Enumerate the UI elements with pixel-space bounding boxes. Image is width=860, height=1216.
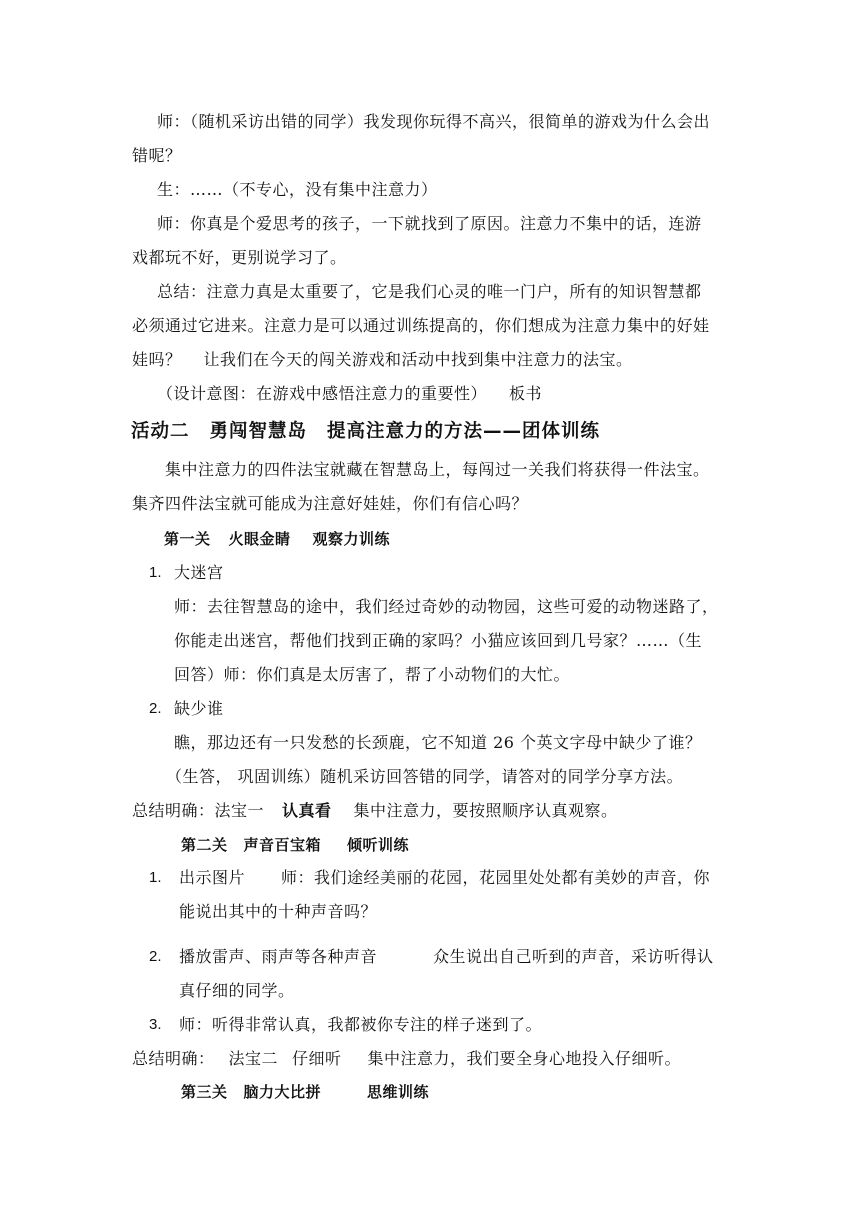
level-training: 观察力训练 (312, 530, 391, 548)
level-number: 第一关 (164, 530, 211, 548)
text-line: 真仔细的同学。 (179, 981, 295, 1000)
summary-label: 总结明确：法宝一 (132, 801, 265, 820)
text-segment: 让我们在今天的闯关游戏和活动中找到集中注意力的法宝。 (203, 350, 633, 369)
text-line: 总结：注意力真是太重要了，它是我们心灵的唯一门户，所有的知识智慧都 (157, 282, 702, 301)
text-segment: 播放雷声、雨声等各种声音 (179, 947, 378, 966)
text-segment: 众生说出自己听到的声音，采访听得认 (433, 947, 714, 966)
list-item-text (174, 665, 570, 685)
text-line: 必须通过它进来。注意力是可以通过训练提高的，你们想成为注意力集中的好娃 (132, 316, 710, 335)
list-number: 2. (149, 948, 162, 965)
text-line: 生：……（不专心，没有集中注意力） (157, 180, 438, 199)
list-item-title (174, 563, 224, 583)
text-line: 师：你真是个爱思考的孩子，一下就找到了原因。注意力不集中的话，连游 (157, 214, 702, 233)
list-item-text (179, 1015, 542, 1035)
paragraph-design-intent (157, 384, 542, 404)
list-item-text (174, 631, 702, 651)
text-line: 师：去往智慧岛的途中，我们经过奇妙的动物园，这些可爱的动物迷路了， (174, 597, 719, 616)
text-line: 集齐四件法宝就可能成为注意好娃娃，你们有信心吗？ (132, 494, 529, 513)
text-line: 你能走出迷宫，帮他们找到正确的家吗？小猫应该回到几号家？……（生 (174, 631, 703, 650)
treasure-number: 法宝二 (228, 1049, 279, 1068)
summary-text: 集中注意力，要按照顺序认真观察。 (353, 801, 618, 820)
text-line: 回答）师：你们真是太厉害了，帮了小动物们的大忙。 (174, 665, 571, 684)
summary-text: 集中注意力，我们要全身心地投入仔细听。 (367, 1049, 682, 1068)
list-item-text (166, 767, 683, 787)
paragraph-teacher-praise-cont (132, 248, 347, 268)
treasure-name: 认真看 (282, 801, 332, 820)
text-line: 师：（随机采访出错的同学）我发现你玩得不高兴，很简单的游戏为什么会出 (157, 112, 711, 131)
paragraph-teacher-question-cont (132, 146, 182, 166)
list-item-text (179, 902, 377, 922)
text-line: 能说出其中的十种声音吗？ (179, 902, 378, 921)
text-segment: 师：我们途经美丽的花园，花园里处处都有美妙的声音，你 (281, 868, 711, 887)
blackboard-label: 板书 (509, 384, 543, 403)
text-line: （生答， 巩固训练）随机采访回答错的同学，请答对的同学分享方法。 (166, 767, 684, 786)
list-item-text (174, 733, 702, 753)
level-2-heading (181, 835, 409, 855)
level-3-heading (181, 1082, 429, 1102)
paragraph-summary-cont2 (132, 350, 633, 370)
list-number: 1. (149, 564, 162, 581)
activity-subtitle: 提高注意力的方法——团体训练 (327, 421, 601, 442)
text-line: 大迷宫 (174, 563, 224, 582)
level-1-heading (164, 529, 390, 549)
list-number: 3. (149, 1016, 162, 1033)
text-line: 缺少谁 (174, 699, 224, 718)
text-line: 错呢？ (132, 146, 182, 165)
paragraph-summary (157, 282, 702, 302)
paragraph-intro (165, 460, 710, 480)
level-name: 火眼金睛 (228, 530, 291, 548)
paragraph-student-answer (157, 180, 438, 200)
paragraph-teacher-praise (157, 214, 702, 234)
level-number: 第二关 (181, 836, 228, 854)
activity-heading (131, 420, 600, 444)
level-name: 脑力大比拼 (243, 1083, 322, 1101)
activity-name: 勇闯智慧岛 (209, 421, 308, 442)
paragraph-teacher-question (157, 112, 710, 132)
text-line: 集中注意力的四件法宝就藏在智慧岛上，每闯过一关我们将获得一件法宝。 (165, 460, 710, 479)
list-number: 1. (149, 869, 162, 886)
paragraph-summary-cont (132, 316, 710, 336)
text-line: 师：听得非常认真，我都被你专注的样子迷到了。 (179, 1015, 543, 1034)
design-intent-text: （设计意图：在游戏中感悟注意力的重要性） (157, 384, 488, 403)
text-segment: 娃吗？ (132, 350, 182, 369)
list-item-text (179, 868, 710, 888)
list-number: 2. (149, 700, 162, 717)
text-segment: 出示图片 (179, 868, 246, 887)
activity-number: 活动二 (131, 421, 190, 442)
list-item-title (174, 699, 224, 719)
level-number: 第三关 (181, 1083, 228, 1101)
level-training: 思维训练 (367, 1083, 430, 1101)
level-training: 倾听训练 (347, 836, 410, 854)
treasure-name: 仔细听 (292, 1049, 342, 1068)
list-item-text (179, 981, 295, 1001)
text-line: 瞧，那边还有一只发愁的长颈鹿，它不知道 26 个英文字母中缺少了谁？ (174, 733, 702, 752)
summary-1 (132, 801, 618, 821)
paragraph-intro-cont (132, 494, 528, 514)
summary-label: 总结明确： (132, 1049, 215, 1068)
summary-2 (132, 1049, 681, 1069)
text-line: 戏都玩不好，更别说学习了。 (132, 248, 347, 267)
level-name: 声音百宝箱 (243, 836, 322, 854)
list-item-text (174, 597, 719, 617)
list-item-text (179, 947, 714, 967)
